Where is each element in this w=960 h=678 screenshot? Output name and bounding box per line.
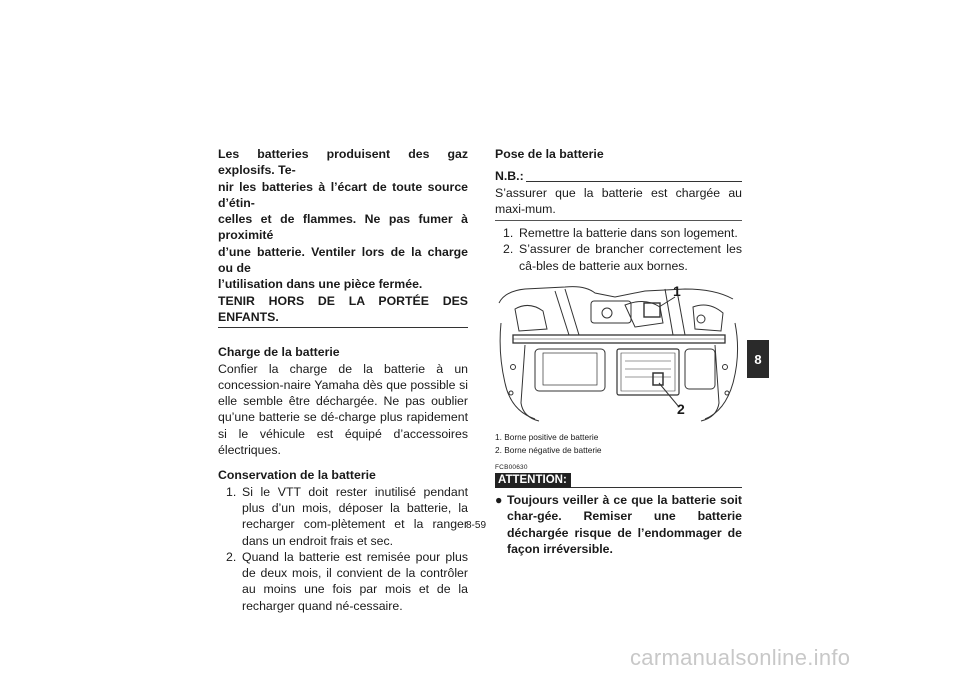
pose-list	[495, 225, 742, 274]
bullet-icon: ●	[495, 493, 503, 508]
conservation-list	[218, 484, 468, 614]
nb-label: N.B.:	[495, 169, 524, 184]
battery-illustration	[495, 283, 742, 425]
nb-text: S’assurer que la batterie est chargée au maxi-mum.	[495, 185, 742, 216]
attention-header	[495, 473, 742, 488]
attention-text: Toujours veiller à ce que la batterie soit char-gée. Remiser une batterie déchargée risque de l’endommager de façon irréversible.	[507, 493, 742, 556]
warning-caps: TENIR HORS DE LA PORTÉE DES ENFANTS.	[218, 293, 468, 324]
warning-line: Les batteries produisent des gaz explosifs. Te-	[218, 147, 468, 178]
conservation-heading: Conservation de la batterie	[218, 468, 376, 483]
warning-line: d’une batterie. Ventiler lors de la charge ou de	[218, 244, 468, 276]
list-item: 2. Quand la batterie est remisée pour plus de deux mois, il convient de la contrôler au moins une fois par mois et de la recharger quand né-cessaire.	[226, 549, 468, 613]
figure-captions	[495, 431, 742, 456]
pose-heading: Pose de la batterie	[495, 147, 604, 161]
page-number: 8-59	[466, 520, 487, 531]
list-item: 2. S’assurer de brancher correctement les câ-bles de batterie aux bornes.	[503, 242, 742, 273]
callout-2: 2	[677, 401, 685, 418]
nb-header	[495, 168, 742, 184]
caption-item: 1. Borne positive de batterie	[495, 432, 599, 443]
reference-code: FCB00630	[495, 464, 528, 472]
battery-drawing	[495, 283, 742, 425]
attention-label: ATTENTION:	[495, 473, 571, 488]
warning-line: nir les batteries à l’écart de toute source d’étin-	[218, 179, 468, 210]
warning-text	[218, 146, 468, 325]
right-column	[495, 146, 742, 557]
attention-bullet	[495, 492, 742, 557]
watermark: carmanualsonline.info	[630, 645, 851, 670]
warning-line: celles et de flammes. Ne pas fumer à proximité	[218, 212, 468, 243]
section-tab: 8	[747, 340, 769, 378]
charge-heading: Charge de la batterie	[218, 345, 340, 360]
caption-item: 2. Borne négative de batterie	[495, 444, 602, 455]
left-column	[218, 146, 468, 614]
callout-1: 1	[673, 283, 681, 300]
list-item: 1. Remettre la batterie dans son logement.	[503, 226, 738, 241]
warning-line: l’utilisation dans une pièce fermée.	[218, 277, 423, 292]
list-item: 1. Si le VTT doit rester inutilisé pendant plus d’un mois, déposer la batterie, la recharger com-plètement et la ranger dans un endroit frais et sec.	[226, 484, 468, 548]
charge-paragraph: Confier la charge de la batterie à un concession-naire Yamaha dès que possible si elle semble être déchargée. Ne pas oublier qu’une batterie se dé-charge plus rapidement si le véhicule est équipé d’accessoires électriques.	[218, 361, 468, 458]
